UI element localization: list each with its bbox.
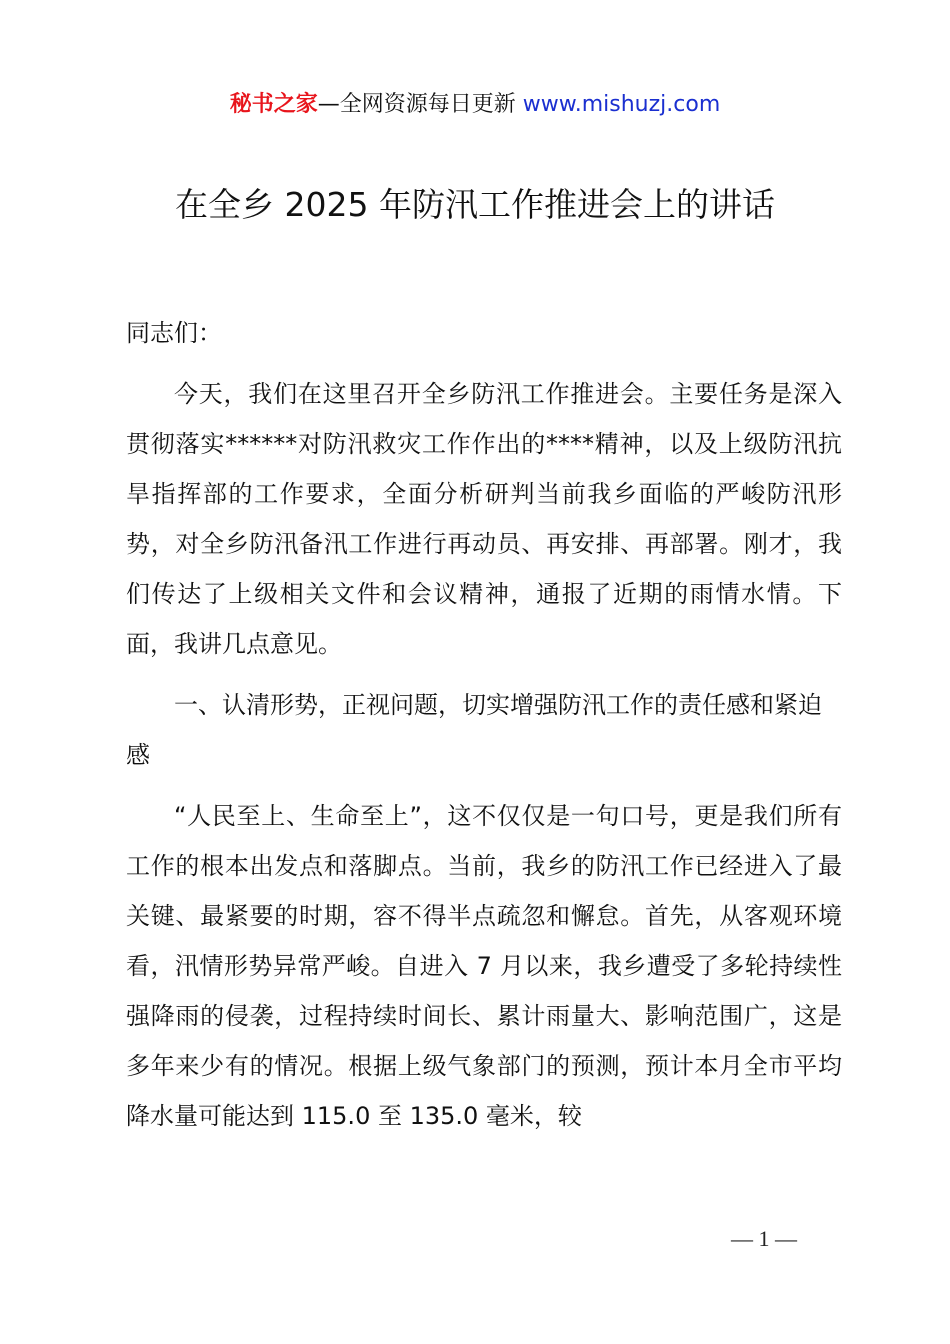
site-banner: [0, 88, 950, 122]
paragraph-section-1: “人民至上、生命至上”，这不仅仅是一句口号，更是我们所有工作的根本出发点和落脚点。当前，我乡的防汛工作已经进入了最关键、最紧要的时期，容不得半点疏忽和懈怠。首先，从客观环境看，汛情形势异常严峻。自进入 7 月以来，我乡遭受了多轮持续性强降雨的侵袭，过程持续时间长、累计雨量大、影响范围广，这是多年来少有的情况。根据上级气象部门的预测，预计本月全市平均降水量可能达到 115.0 至 135.0 毫米，较: [126, 802, 842, 1130]
document-title: 在全乡 2025 年防汛工作推进会上的讲话: [175, 185, 775, 224]
brand-name: 秘书之家: [229, 92, 318, 117]
section-heading-1: 一、认清形势，正视问题，切实增强防汛工作的责任感和紧迫感: [126, 691, 822, 769]
document-body: [126, 308, 842, 1152]
site-url-link[interactable]: www.mishuzj.com: [522, 92, 721, 117]
greeting: 同志们：: [126, 319, 222, 347]
page-number: — 1 —: [731, 1226, 797, 1251]
paragraph-intro: 今天，我们在这里召开全乡防汛工作推进会。主要任务是深入贯彻落实******对防汛救灾工作作出的****精神，以及上级防汛抗旱指挥部的工作要求，全面分析研判当前我乡面临的严峻防汛形势，对全乡防汛备汛工作进行再动员、再安排、再部署。刚才，我们传达了上级相关文件和会议精神，通报了近期的雨情水情。下面，我讲几点意见。: [126, 380, 842, 658]
banner-slogan: —全网资源每日更新: [317, 92, 516, 117]
